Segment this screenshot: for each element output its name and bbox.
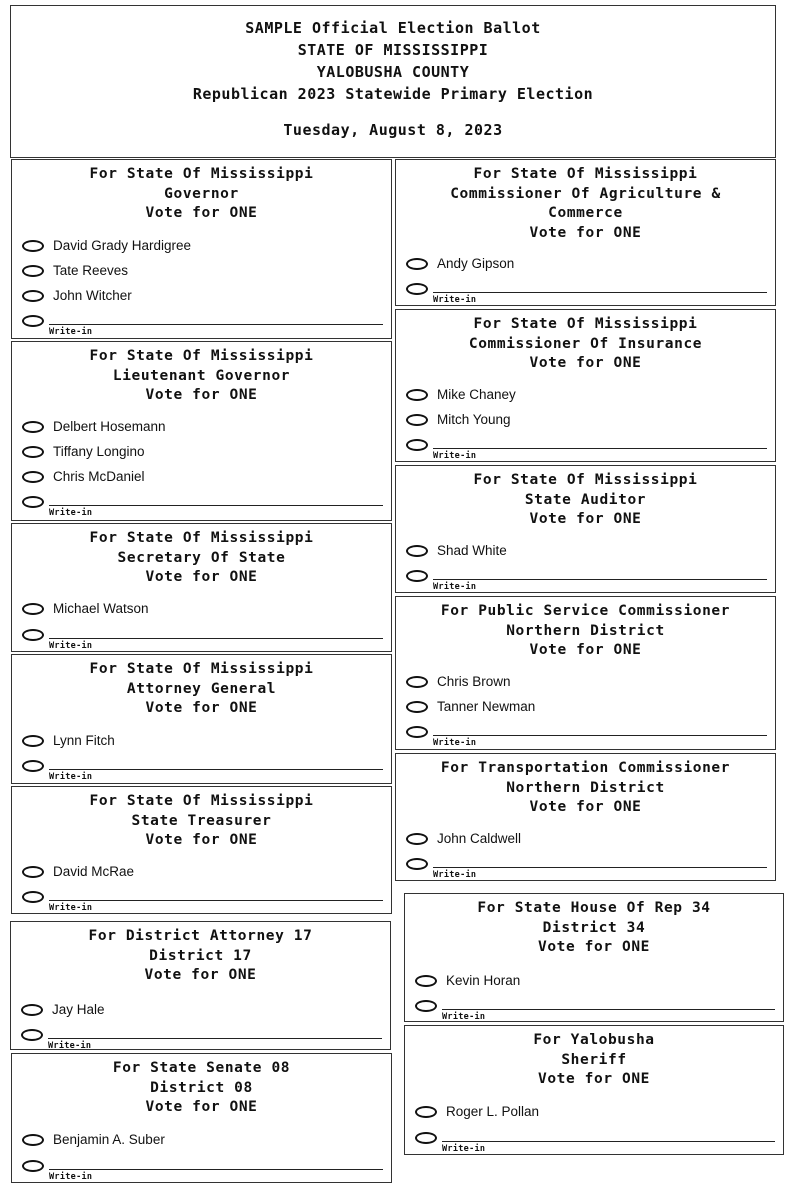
candidate-option[interactable]: David McRae	[22, 864, 134, 880]
write-in-field[interactable]: Write-in	[406, 723, 767, 745]
header-line4: Republican 2023 Statewide Primary Election	[192, 85, 594, 103]
vote-oval[interactable]	[406, 676, 428, 688]
race-secretary-of-state	[11, 523, 392, 652]
vote-oval[interactable]	[406, 389, 428, 401]
race-title: For State Of Mississippi State Treasurer Vote for ONE	[89, 793, 314, 848]
write-in-field[interactable]: Write-in	[406, 855, 767, 877]
write-in-field[interactable]: Write-in	[22, 757, 383, 779]
candidate-option[interactable]: Roger L. Pollan	[415, 1104, 539, 1120]
race-sheriff	[404, 1025, 784, 1155]
write-in-field[interactable]: Write-in	[22, 1157, 383, 1179]
race-transportation-commissioner	[395, 753, 776, 881]
vote-oval[interactable]	[22, 290, 44, 302]
candidate-option[interactable]: Lynn Fitch	[22, 733, 115, 749]
race-title: For State Of Mississippi Commissioner Of Insurance Vote for ONE	[468, 316, 703, 371]
vote-oval[interactable]	[406, 701, 428, 713]
vote-oval[interactable]	[22, 471, 44, 483]
race-title: For District Attorney 17 District 17 Vote for ONE	[88, 928, 313, 983]
candidate-option[interactable]: Mike Chaney	[406, 387, 516, 403]
vote-oval[interactable]	[415, 1106, 437, 1118]
vote-oval[interactable]	[22, 629, 44, 641]
vote-oval[interactable]	[22, 265, 44, 277]
race-title: For State Of Mississippi State Auditor Vote for ONE	[473, 472, 698, 527]
write-in-field[interactable]: Write-in	[22, 626, 383, 648]
candidate-option[interactable]: John Witcher	[22, 288, 132, 304]
vote-oval[interactable]	[22, 866, 44, 878]
race-insurance	[395, 309, 776, 462]
vote-oval[interactable]	[406, 439, 428, 451]
race-district-attorney	[10, 921, 391, 1050]
race-state-house	[404, 893, 784, 1022]
candidate-option[interactable]: Kevin Horan	[415, 973, 520, 989]
candidate-option[interactable]: Shad White	[406, 543, 507, 559]
write-in-field[interactable]: Write-in	[406, 436, 767, 458]
vote-oval[interactable]	[406, 283, 428, 295]
vote-oval[interactable]	[415, 975, 437, 987]
vote-oval[interactable]	[406, 545, 428, 557]
candidate-option[interactable]: David Grady Hardigree	[22, 238, 191, 254]
vote-oval[interactable]	[22, 240, 44, 252]
write-in-field[interactable]: Write-in	[22, 493, 383, 515]
vote-oval[interactable]	[406, 258, 428, 270]
race-attorney-general	[11, 654, 392, 784]
write-in-field[interactable]: Write-in	[22, 312, 383, 334]
candidate-option[interactable]: Delbert Hosemann	[22, 419, 166, 435]
race-state-auditor	[395, 465, 776, 593]
election-date: Tuesday, August 8, 2023	[283, 121, 503, 139]
write-in-field[interactable]: Write-in	[415, 1129, 775, 1151]
race-title: For State Of Mississippi Secretary Of State Vote for ONE	[89, 530, 314, 585]
vote-oval[interactable]	[415, 1000, 437, 1012]
vote-oval[interactable]	[22, 891, 44, 903]
ballot-header	[10, 5, 776, 158]
candidate-option[interactable]: Tanner Newman	[406, 699, 535, 715]
write-in-field[interactable]: Write-in	[22, 888, 383, 910]
candidate-option[interactable]: Benjamin A. Suber	[22, 1132, 165, 1148]
race-title: For State Of Mississippi Commissioner Of Agriculture & Commerce Vote for ONE	[450, 166, 721, 241]
vote-oval[interactable]	[21, 1029, 43, 1041]
vote-oval[interactable]	[22, 603, 44, 615]
vote-oval[interactable]	[406, 858, 428, 870]
vote-oval[interactable]	[22, 760, 44, 772]
candidate-option[interactable]: Chris Brown	[406, 674, 511, 690]
race-lieutenant-governor	[11, 341, 392, 521]
race-title: For State Of Mississippi Governor Vote for ONE	[89, 166, 314, 221]
write-in-field[interactable]: Write-in	[21, 1026, 382, 1048]
header-line3: YALOBUSHA COUNTY	[316, 63, 470, 81]
write-in-field[interactable]: Write-in	[406, 567, 767, 589]
vote-oval[interactable]	[22, 1160, 44, 1172]
race-title: For Transportation Commissioner Northern District Vote for ONE	[440, 760, 731, 815]
race-state-senate	[11, 1053, 392, 1183]
race-title: For Yalobusha Sheriff Vote for ONE	[533, 1032, 655, 1087]
race-title: For State Of Mississippi Lieutenant Governor Vote for ONE	[89, 348, 314, 403]
header-line1: SAMPLE Official Election Ballot	[245, 19, 541, 37]
race-title: For State Of Mississippi Attorney General Vote for ONE	[89, 661, 314, 716]
candidate-option[interactable]: Michael Watson	[22, 601, 149, 617]
vote-oval[interactable]	[22, 421, 44, 433]
candidate-option[interactable]: Mitch Young	[406, 412, 511, 428]
vote-oval[interactable]	[22, 315, 44, 327]
vote-oval[interactable]	[22, 446, 44, 458]
race-title: For State House Of Rep 34 District 34 Vote for ONE	[477, 900, 711, 955]
race-title: For State Senate 08 District 08 Vote for ONE	[112, 1060, 291, 1115]
race-public-service-commissioner	[395, 596, 776, 750]
race-governor	[11, 159, 392, 339]
vote-oval[interactable]	[406, 570, 428, 582]
candidate-option[interactable]: Andy Gipson	[406, 256, 514, 272]
race-state-treasurer	[11, 786, 392, 914]
race-agriculture-commerce	[395, 159, 776, 306]
write-in-field[interactable]: Write-in	[415, 997, 775, 1019]
candidate-option[interactable]: John Caldwell	[406, 831, 521, 847]
vote-oval[interactable]	[22, 735, 44, 747]
write-in-field[interactable]: Write-in	[406, 280, 767, 302]
vote-oval[interactable]	[21, 1004, 43, 1016]
candidate-option[interactable]: Tate Reeves	[22, 263, 128, 279]
vote-oval[interactable]	[415, 1132, 437, 1144]
candidate-option[interactable]: Chris McDaniel	[22, 469, 145, 485]
candidate-option[interactable]: Jay Hale	[21, 1002, 105, 1018]
candidate-option[interactable]: Tiffany Longino	[22, 444, 145, 460]
vote-oval[interactable]	[22, 496, 44, 508]
vote-oval[interactable]	[22, 1134, 44, 1146]
vote-oval[interactable]	[406, 833, 428, 845]
vote-oval[interactable]	[406, 414, 428, 426]
header-line2: STATE OF MISSISSIPPI	[297, 41, 489, 59]
race-title: For Public Service Commissioner Northern District Vote for ONE	[440, 603, 731, 658]
vote-oval[interactable]	[406, 726, 428, 738]
